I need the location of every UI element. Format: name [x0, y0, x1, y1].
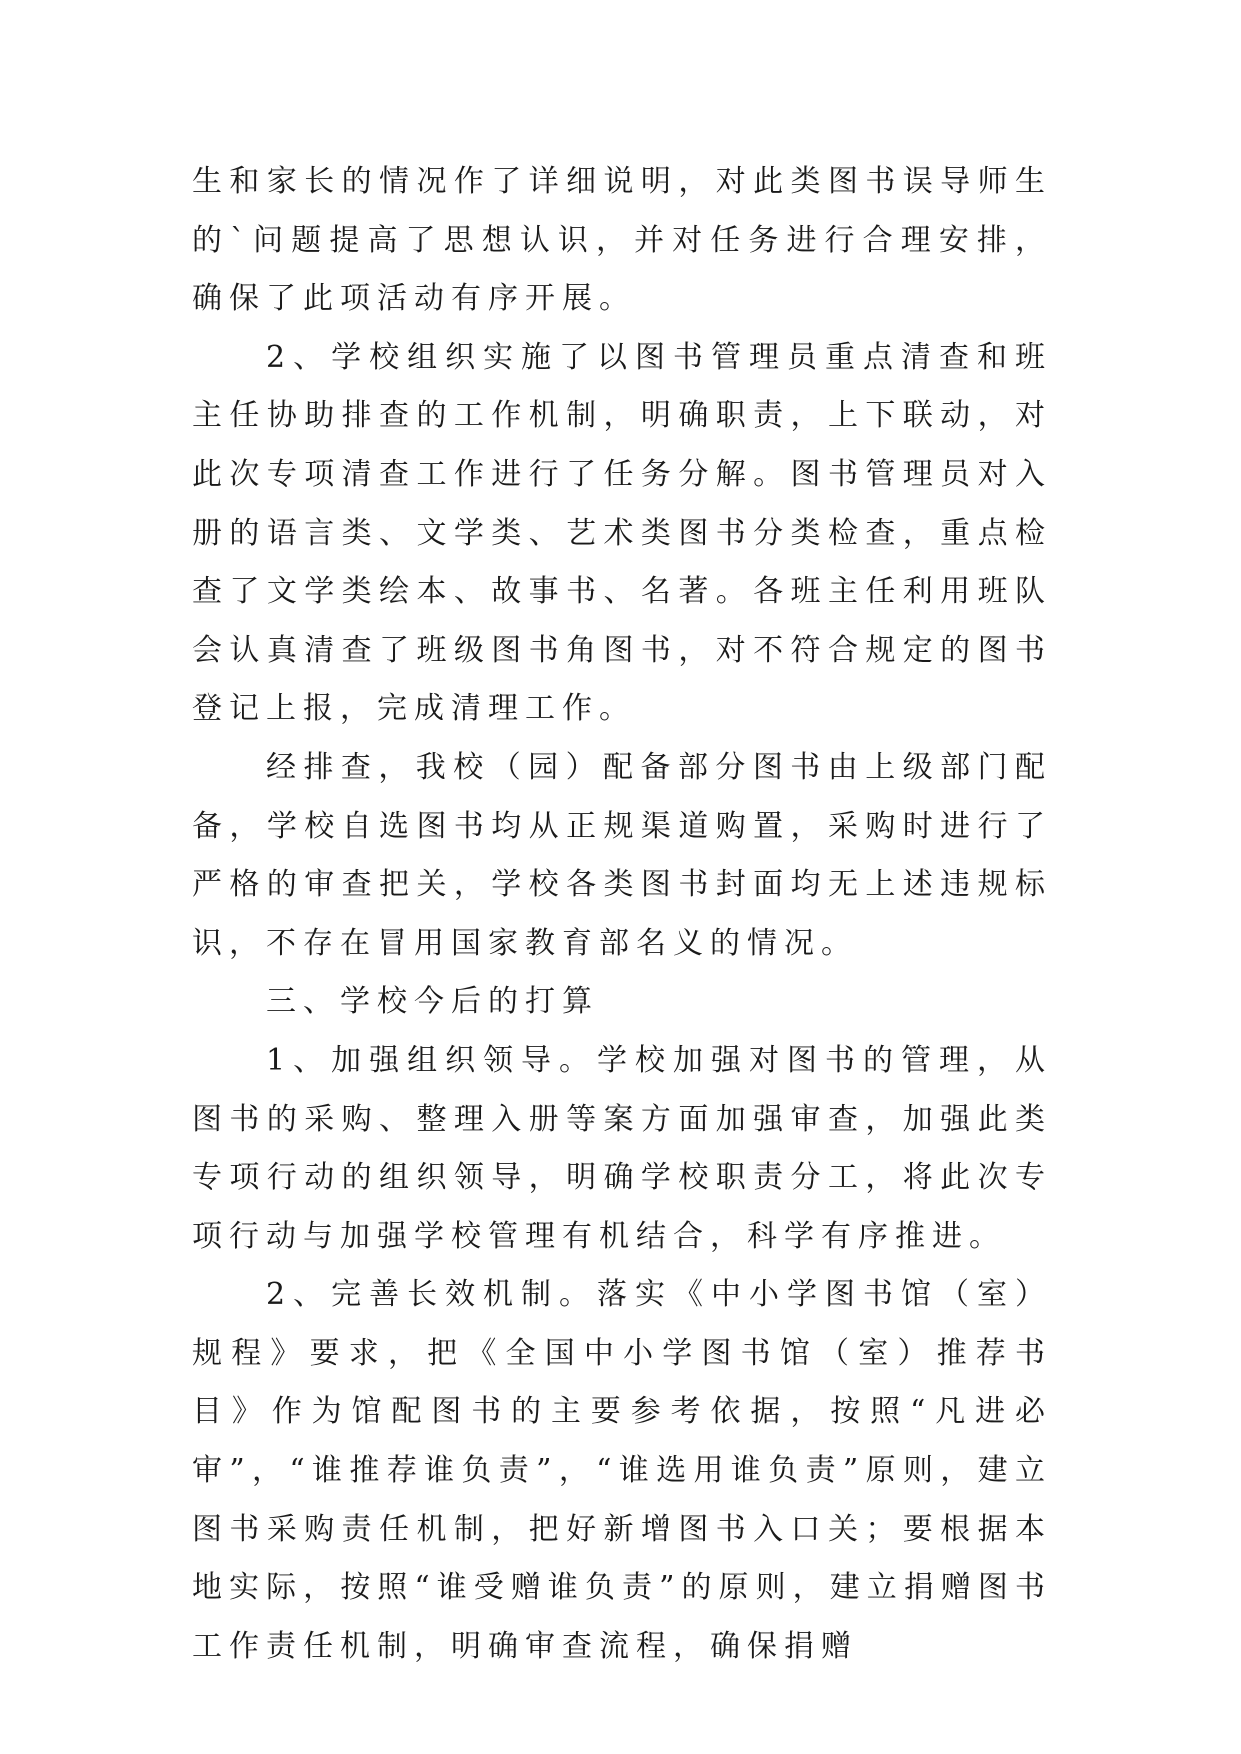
document-body [192, 153, 1052, 1676]
paragraph-item-1-leadership: 1、加强组织领导。学校加强对图书的管理，从图书的采购、整理入册等案方面加强审查，加强此类专项行动的组织领导，明确学校职责分工，将此次专项行动与加强学校管理有机结合，科学有序推进。 [192, 1042, 1052, 1254]
section-heading-future-plans: 三、学校今后的打算 [266, 984, 599, 1020]
paragraph-inspection-result: 经排查，我校（园）配备部分图书由上级部门配备，学校自选图书均从正规渠道购置，采购时进行了严格的审查把关，学校各类图书封面均无上述违规标识，不存在冒用国家教育部名义的情况。 [192, 749, 1052, 961]
paragraph-item-2-inspection-mechanism: 2、学校组织实施了以图书管理员重点清查和班主任协助排查的工作机制，明确职责，上下联动，对此次专项清查工作进行了任务分解。图书管理员对入册的语言类、文学类、艺术类图书分类检查，重点检查了文学类绘本、故事书、名著。各班主任利用班队会认真清查了班级图书角图书，对不符合规定的图书登记上报，完成清理工作。 [192, 339, 1052, 727]
paragraph-continuation: 生和家长的情况作了详细说明，对此类图书误导师生的`问题提高了思想认识，并对任务进行合理安排，确保了此项活动有序开展。 [192, 164, 1052, 317]
paragraph-item-2-long-term-mechanism: 2、完善长效机制。落实《中小学图书馆（室）规程》要求，把《全国中小学图书馆（室）推荐书目》作为馆配图书的主要参考依据，按照“凡进必审”，“谁推荐谁负责”，“谁选用谁负责”原则，建立图书采购责任机制，把好新增图书入口关；要根据本地实际，按照“谁受赠谁负责”的原则，建立捐赠图书工作责任机制，明确审查流程，确保捐赠 [192, 1277, 1052, 1664]
